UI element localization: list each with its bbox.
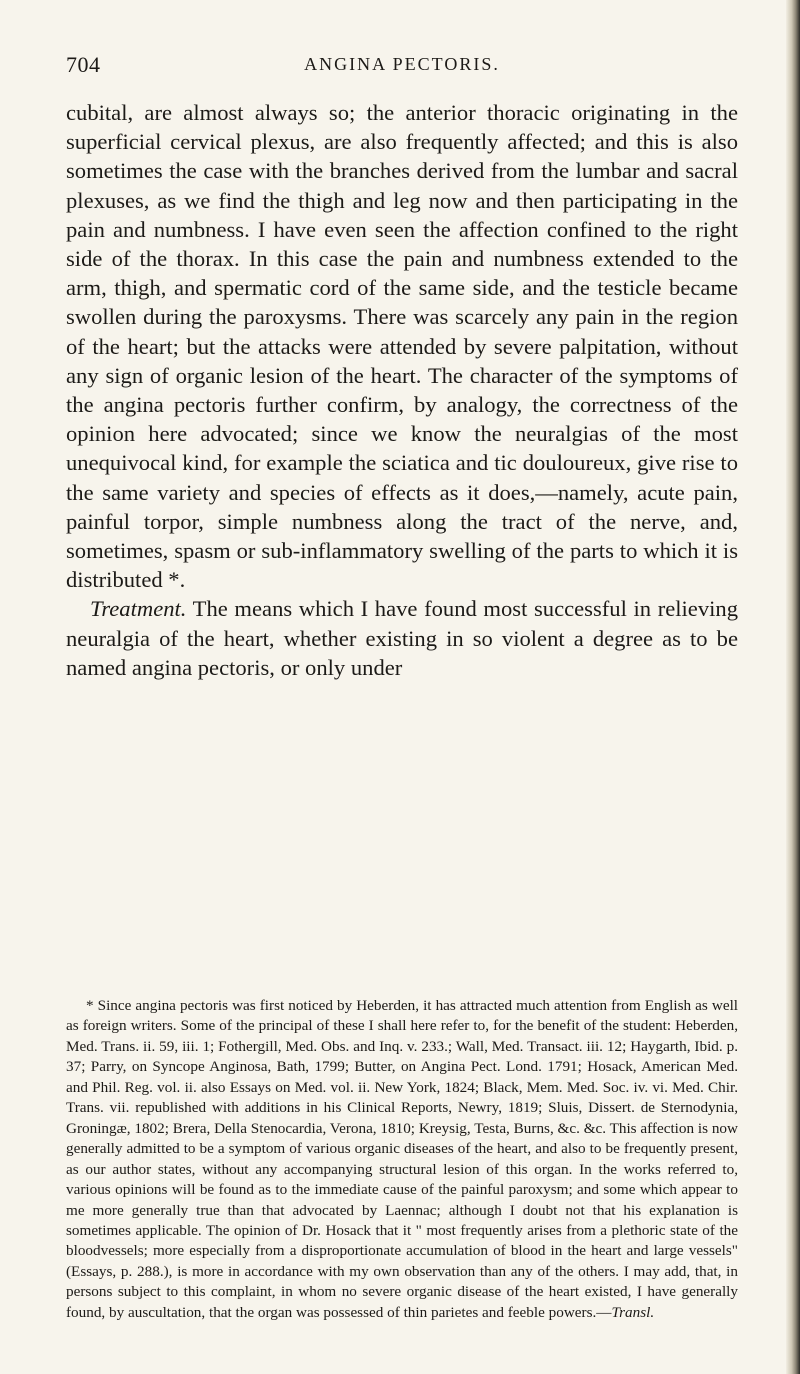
paragraph-continued: cubital, are almost always so; the anterior thoracic originating in the superficial cervical plexus, are also frequently affected; and this is also sometimes the case with the branches derived from the lumbar and sacral plexuses, as we find the thigh and leg now and then participating in the pain and numbness. I have even seen the affection confined to the right side of the thorax. In this case the pain and numbness extended to the arm, thigh, and spermatic cord of the same side, and the testicle became swollen during the paroxysms. There was scarcely any pain in the region of the heart; but the attacks were attended by severe palpitation, without any sign of organic lesion of the heart. The character of the symptoms of the angina pectoris further confirm, by analogy, the correctness of the opinion here advocated; since we know the neuralgias of the most unequivocal kind, for example the sciatica and tic douloureux, give rise to the same variety and species of effects as it does,—namely, acute pain, painful torpor, simple numbness along the tract of the nerve, and, sometimes, spasm or sub-inflammatory swelling of the parts to which it is distributed *. bbox=[66, 100, 738, 593]
main-text bbox=[66, 98, 738, 682]
page-binding-edge bbox=[786, 0, 800, 1374]
footnote-text: Since angina pectoris was first noticed by Heberden, it has attracted much attention from English as well as foreign writers. Some of the principal of these I shall here refer to, for the benefit of the student: Heberden, Med. Trans. ii. 59, iii. 1; Fothergill, Med. Obs. and Inq. v. 233.; Wall, Med. Transact. iii. 12; Haygarth, Ibid. p. 37; Parry, on Syncope Anginosa, Bath, 1799; Butter, on Angina Pect. Lond. 1791; Hosack, American Med. and Phil. Reg. vol. ii. also Essays on Med. vol. ii. New York, 1824; Black, Mem. Med. Soc. iv. vi. Med. Chir. Trans. vii. republished with additions in his Clinical Reports, Newry, 1819; Sluis, Dissert. de Sternodynia, Groningæ, 1802; Brera, Della Stenocardia, Verona, 1810; Kreysig, Testa, Burns, &c. &c. This affection is now generally admitted to be a symptom of various organic diseases of the heart, and also to be frequently present, as our author states, without any accompanying structural lesion of this organ. In the works referred to, various opinions will be found as to the immediate cause of the painful paroxysm; and some which appear to me more generally true than that advocated by Laennac; although I doubt not that his explanation is sometimes applicable. The opinion of Dr. Hosack that it " most frequently arises from a plethoric state of the bloodvessels; more especially from a disproportionate accumulation of blood in the heart and large vessels" (Essays, p. 288.), is more in accordance with my own observation than any of the others. I may add, that, in persons subject to this complaint, in whom no severe organic disease of the heart existed, I have generally found, by auscultation, that the organ was possessed of thin parietes and feeble powers.— bbox=[66, 997, 739, 1321]
footnote-marker: * bbox=[86, 997, 98, 1014]
page-header bbox=[66, 52, 738, 82]
footnote-signature: Transl. bbox=[611, 1303, 655, 1321]
treatment-text: The means which I have found most successful in relieving neuralgia of the heart, whether existing in so violent a degree as to be named angina pectoris, or only under bbox=[66, 596, 738, 680]
running-head: ANGINA PECTORIS. bbox=[304, 54, 500, 74]
page-number: 704 bbox=[66, 52, 101, 77]
paragraph-treatment bbox=[66, 594, 738, 682]
treatment-heading: Treatment. bbox=[90, 596, 187, 622]
footnote bbox=[66, 996, 738, 1323]
